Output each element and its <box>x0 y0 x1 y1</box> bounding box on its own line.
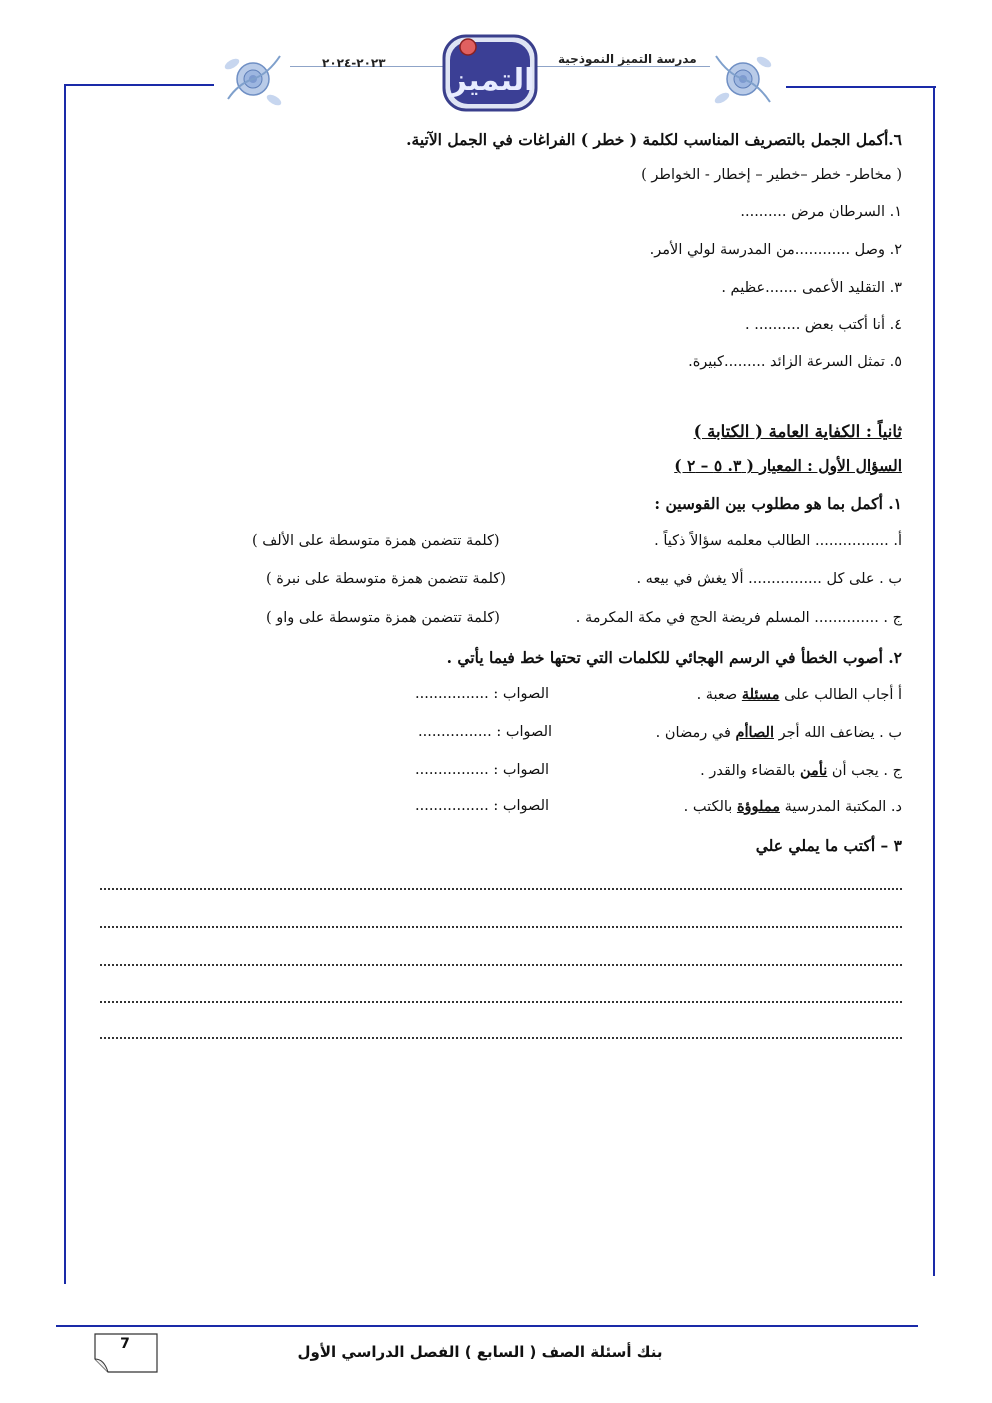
frame-left-border <box>64 84 66 1284</box>
q1-title: ١. أكمل بما هو مطلوب بين القوسين : <box>654 494 902 513</box>
q2-item-c <box>700 762 902 779</box>
q2-item-d-answer[interactable]: الصواب : ................ <box>415 798 550 814</box>
q2-item-c-before: ج . يجب أن <box>827 763 902 779</box>
q1-item-a-hint: (كلمة تتضمن همزة متوسطة على الألف ) <box>252 533 500 549</box>
header-line-left <box>64 84 214 86</box>
flower-decoration-left-icon <box>218 44 288 114</box>
q6-item-4: ٤. أنا أكتب بعض .......... . <box>745 317 902 333</box>
writing-line-4[interactable] <box>100 1001 902 1003</box>
section2-title: ثانياً : الكفاية العامة ( الكتابة ) <box>693 422 902 441</box>
q2-item-a <box>697 686 902 703</box>
q1-item-a: أ. ................ الطالب معلمه سؤالاً ذكياً . <box>654 533 902 549</box>
footer-text: بنك أسئلة الصف ( السابع ) الفصل الدراسي الأول <box>297 1343 663 1361</box>
header-line-right <box>786 86 936 88</box>
q2-item-d-word: مملوؤة <box>736 798 780 815</box>
q2-item-d-after: بالكتب . <box>683 799 737 815</box>
q2-item-c-answer[interactable]: الصواب : ................ <box>415 762 550 778</box>
q6-item-3: ٣. التقليد الأعمى .......عظيم . <box>721 280 902 296</box>
academic-year: ٢٠٢٣-٢٠٢٤ <box>322 56 386 70</box>
q2-item-d-before: د. المكتبة المدرسية <box>780 799 902 815</box>
school-name: مدرسة التميز النموذجية <box>558 52 697 66</box>
q1-item-b-hint: (كلمة تتضمن همزة متوسطة على نبرة ) <box>266 571 506 587</box>
q2-item-b-answer[interactable]: الصواب : ................ <box>418 724 553 740</box>
q2-item-b-word: الصاأم <box>735 724 774 741</box>
writing-line-5[interactable] <box>100 1037 902 1039</box>
q2-item-c-word: نأمن <box>800 762 828 779</box>
q6-options: ( مخاطر- خطر –خطير – إخطار - الخواطر ) <box>641 167 902 183</box>
q1-item-b: ب . على كل ................ ألا يغش في بيعه . <box>636 571 902 587</box>
section2-question: السؤال الأول : المعيار ( ٣. ٥ – ٢ ) <box>674 456 902 475</box>
writing-line-3[interactable] <box>100 964 902 966</box>
page-number: 7 <box>120 1336 130 1352</box>
writing-line-1[interactable] <box>100 888 902 890</box>
q2-item-a-before: أ أجاب الطالب على <box>779 687 902 703</box>
q6-item-2: ٢. وصل ............من المدرسة لولي الأمر. <box>649 242 902 258</box>
flower-decoration-right-icon <box>708 44 778 114</box>
writing-line-2[interactable] <box>100 926 902 928</box>
q2-item-b-before: ب . يضاعف الله أجر <box>773 725 902 741</box>
footer-line <box>56 1325 918 1327</box>
q2-item-a-word: مسئلة <box>741 686 780 703</box>
school-logo <box>440 30 540 114</box>
q1-item-c-hint: (كلمة تتضمن همزة متوسطة على واو ) <box>266 610 500 626</box>
q6-item-1: ١. السرطان مرض .......... <box>740 204 902 220</box>
q2-item-a-answer[interactable]: الصواب : ................ <box>415 686 550 702</box>
q1-item-c: ج . .............. المسلم فريضة الحج في مكة المكرمة . <box>575 610 902 626</box>
q2-title: ٢. أصوب الخطأ في الرسم الهجائي للكلمات التي تحتها خط فيما يأتي . <box>446 648 902 667</box>
q2-item-b <box>656 724 902 741</box>
q2-item-a-after: صعبة . <box>696 687 742 703</box>
q2-item-b-after: في رمضان . <box>655 725 736 741</box>
svg-text:التميز: التميز <box>449 63 535 98</box>
q2-item-c-after: بالقضاء والقدر . <box>700 763 801 779</box>
q2-item-d <box>684 798 902 815</box>
frame-right-border <box>933 86 935 1276</box>
q6-item-5: ٥. تمثل السرعة الزائد .........كبيرة. <box>688 354 902 370</box>
q6-title: ٦.أكمل الجمل بالتصريف المناسب لكلمة ( خطر ) الفراغات في الجمل الآتية. <box>406 130 902 149</box>
q3-title: ٣ – أكتب ما يملي علي <box>755 836 902 855</box>
